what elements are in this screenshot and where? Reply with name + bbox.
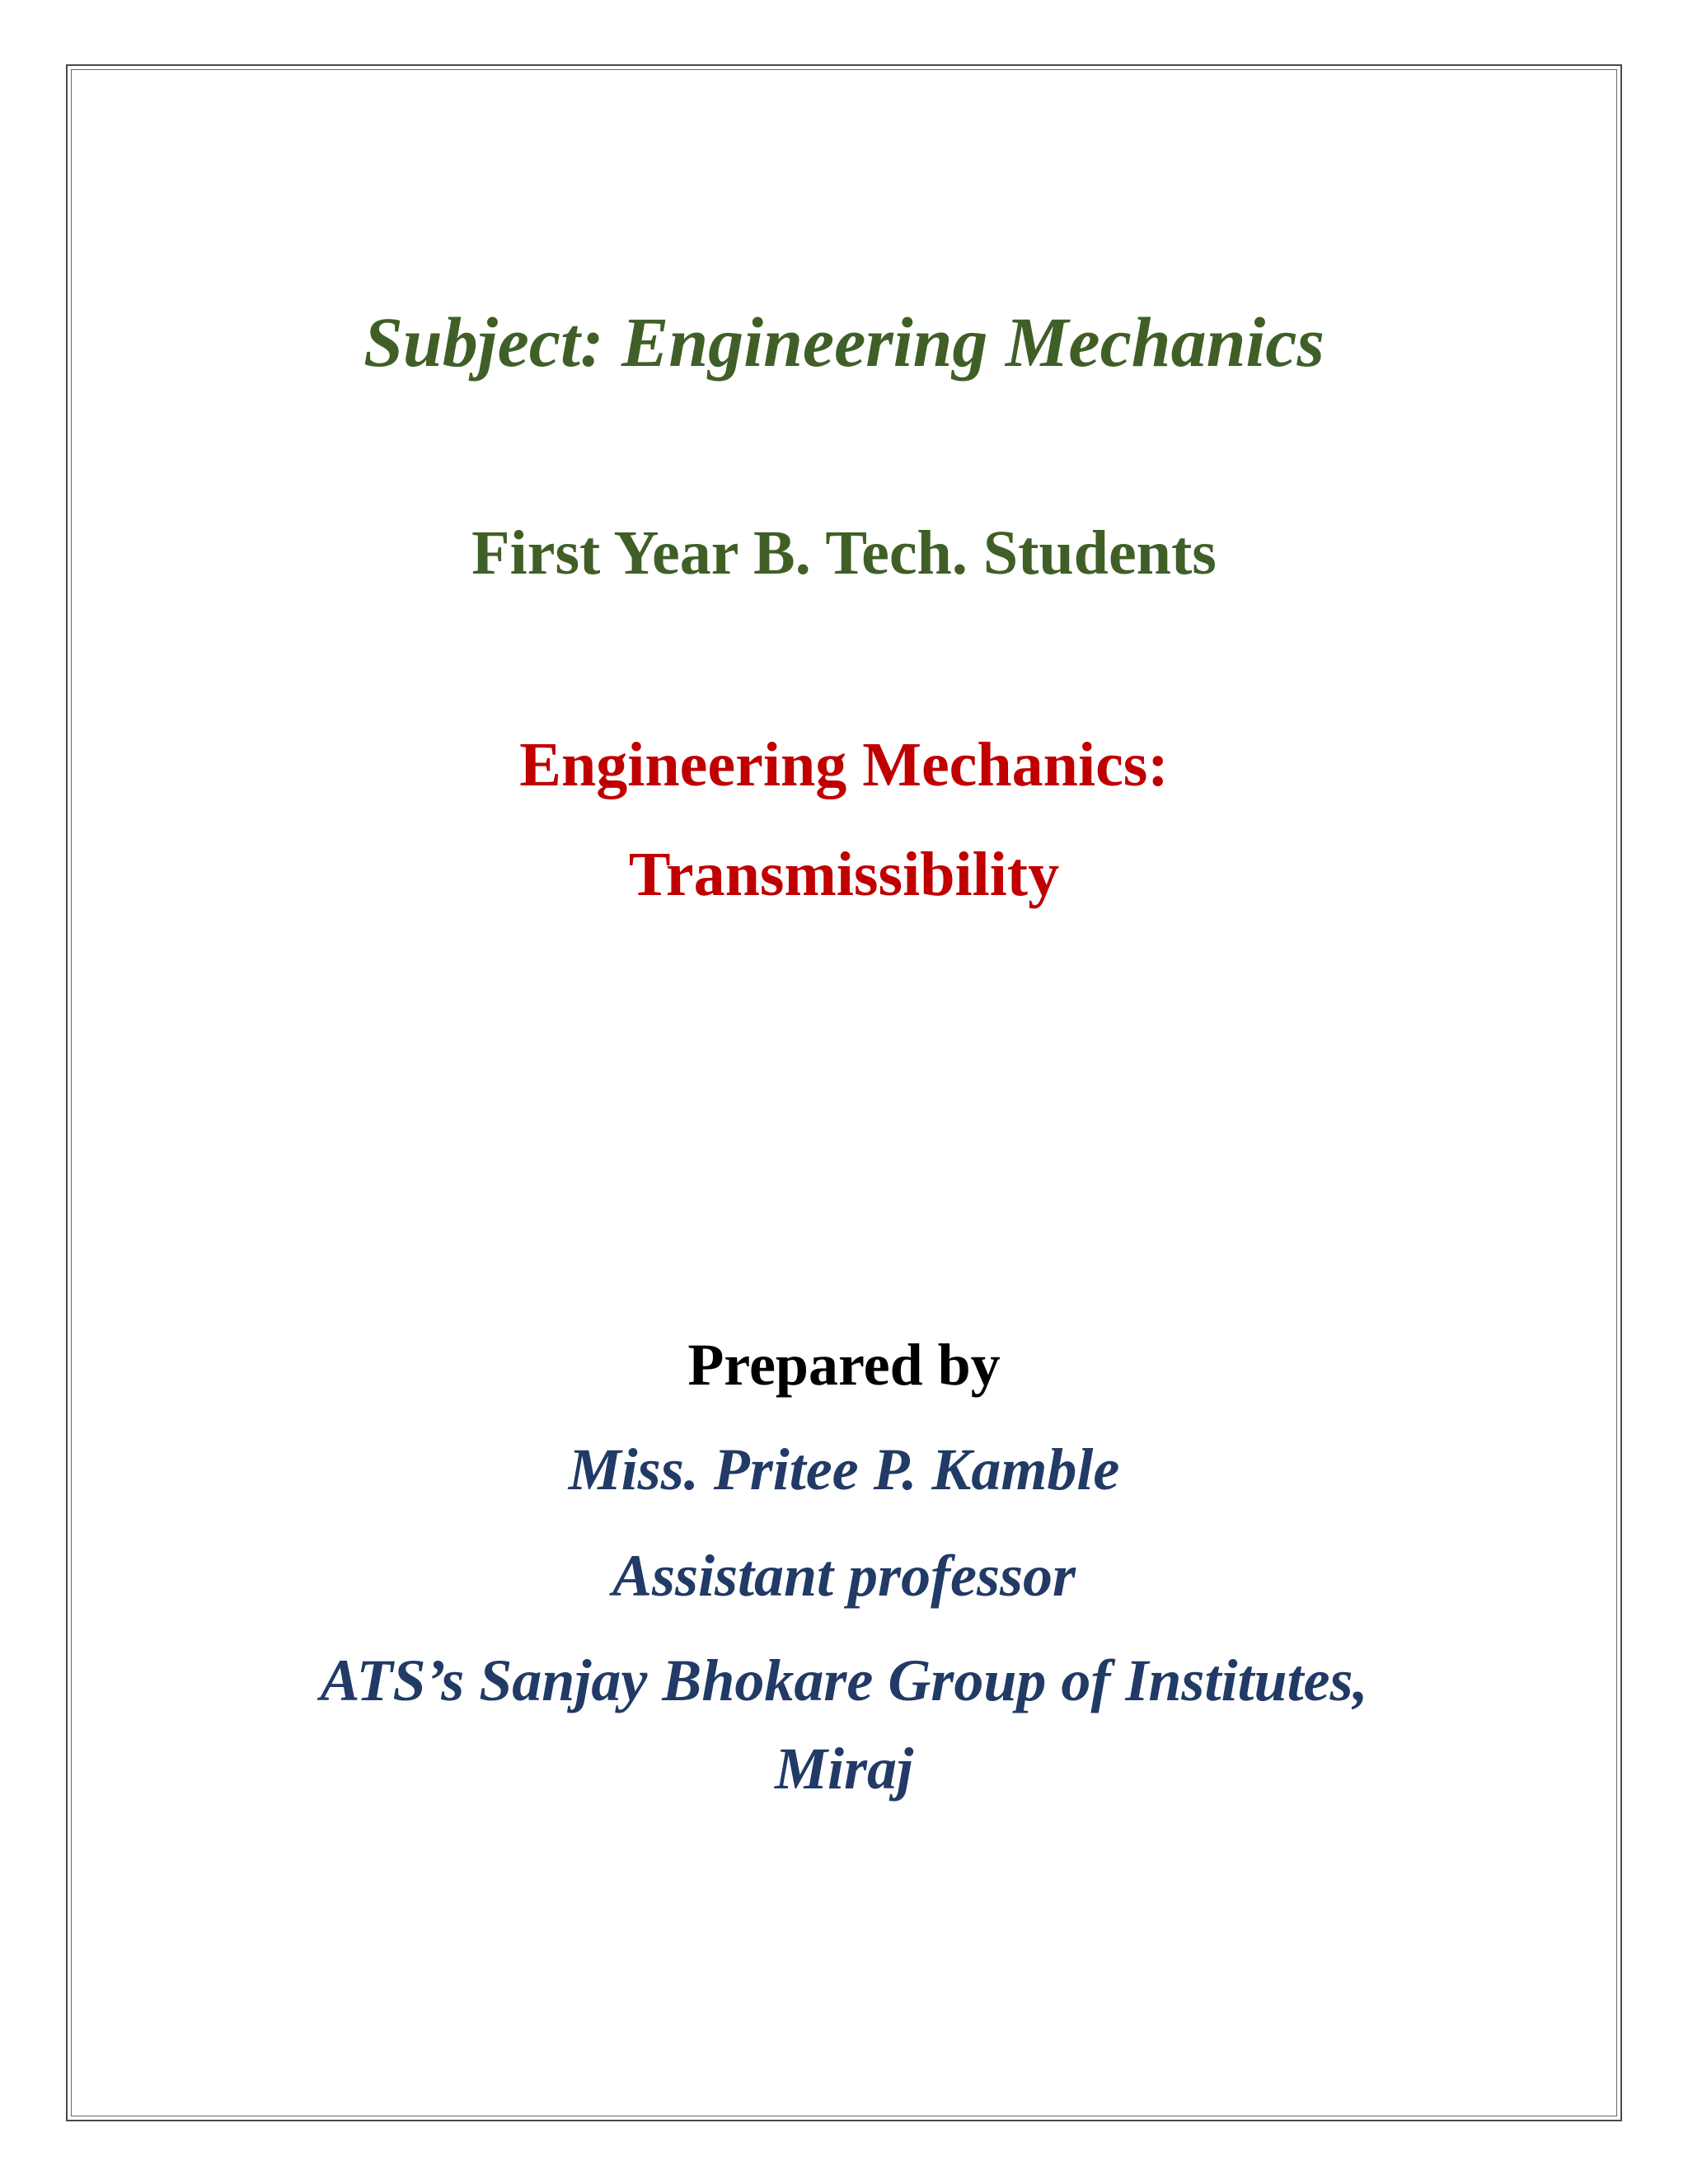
author-designation: Assistant professor xyxy=(612,1543,1076,1609)
subject-heading: Subject: Engineering Mechanics xyxy=(363,302,1325,382)
document-title-line-1: Engineering Mechanics: xyxy=(519,730,1169,799)
author-name: Miss. Pritee P. Kamble xyxy=(568,1436,1120,1502)
institute-name-line-1: ATS’s Sanjay Bhokare Group of Institutes, xyxy=(320,1647,1368,1713)
prepared-by-label: Prepared by xyxy=(687,1332,1001,1398)
institute-name-line-2: Miraj xyxy=(774,1736,914,1802)
document-title-line-2: Transmissibility xyxy=(628,840,1060,909)
audience-heading: First Year B. Tech. Students xyxy=(471,518,1217,588)
